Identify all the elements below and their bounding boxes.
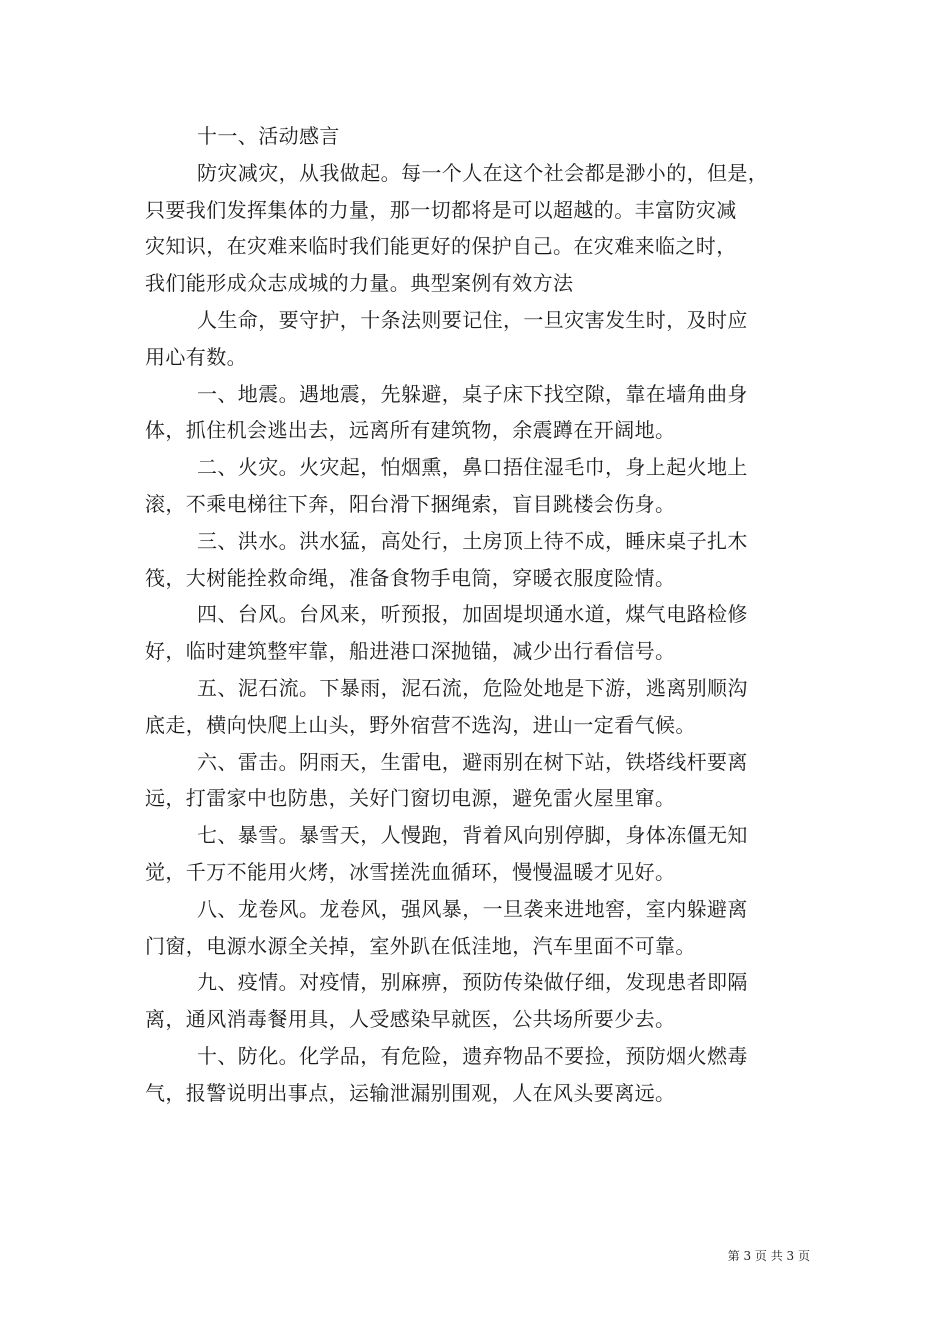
rule-tornado-line: 门窗，电源水源全关掉，室外趴在低洼地，汽车里面不可靠。 [145,933,696,958]
rule-lightning-line: 六、雷击。阴雨天，生雷电，避雨别在树下站，铁塔线杆要离 [197,749,748,774]
rule-lightning-line: 远，打雷家中也防患，关好门窗切电源，避免雷火屋里窜。 [145,786,676,811]
document-body [145,118,810,1112]
paragraph-line: 我们能形成众志成城的力量。典型案例有效方法 [145,271,574,296]
rule-tornado-line: 八、龙卷风。龙卷风，强风暴，一旦袭来进地窖，室内躲避离 [197,896,748,921]
rule-earthquake-line: 一、地震。遇地震，先躲避，桌子床下找空隙，靠在墙角曲身 [197,381,748,406]
rule-earthquake-line: 体，抓住机会逃出去，远离所有建筑物，余震蹲在开阔地。 [145,418,676,443]
rule-typhoon-line: 好，临时建筑整牢靠，船进港口深抛锚，减少出行看信号。 [145,639,676,664]
section-heading: 十一、活动感言 [197,124,340,148]
rule-flood-line: 三、洪水。洪水猛，高处行，土房顶上待不成，睡床桌子扎木 [197,528,748,553]
rule-mudslide-line: 五、泥石流。下暴雨，泥石流，危险处地是下游，逃离别顺沟 [197,675,748,700]
paragraph-line: 只要我们发挥集体的力量，那一切都将是可以超越的。丰富防灾减 [145,197,737,222]
paragraph-line: 防灾减灾，从我做起。每一个人在这个社会都是渺小的，但是， [197,160,769,185]
rule-typhoon-line: 四、台风。台风来，听预报，加固堤坝通水道，煤气电路检修 [197,602,748,627]
paragraph-line: 用心有数。 [145,344,247,369]
rule-epidemic-line: 离，通风消毒餐用具，人受感染早就医，公共场所要少去。 [145,1007,676,1032]
paragraph-line: 人生命，要守护，十条法则要记住，一旦灾害发生时，及时应 [197,307,748,332]
rule-chemical-line: 气，报警说明出事点，运输泄漏别围观，人在风头要离远。 [145,1080,676,1105]
rule-mudslide-line: 底走，横向快爬上山头，野外宿营不选沟，进山一定看气候。 [145,712,696,737]
rule-blizzard-line: 觉，千万不能用火烤，冰雪搓洗血循环，慢慢温暖才见好。 [145,859,676,884]
rule-fire-line: 滚，不乘电梯往下奔，阳台滑下捆绳索，盲目跳楼会伤身。 [145,491,676,516]
rule-fire-line: 二、火灾。火灾起，怕烟熏，鼻口捂住湿毛巾，身上起火地上 [197,455,748,480]
page-number: 第 3 页 共 3 页 [727,1249,810,1263]
paragraph-line: 灾知识，在灾难来临时我们能更好的保护自己。在灾难来临之时， [145,234,737,259]
rule-blizzard-line: 七、暴雪。暴雪天，人慢跑，背着风向别停脚，身体冻僵无知 [197,823,748,848]
rule-flood-line: 筏，大树能拴救命绳，准备食物手电筒，穿暖衣服度险情。 [145,565,676,590]
rule-epidemic-line: 九、疫情。对疫情，别麻痹，预防传染做仔细，发现患者即隔 [197,970,748,995]
rule-chemical-line: 十、防化。化学品，有危险，遗弃物品不要捡，预防烟火燃毒 [197,1043,748,1068]
